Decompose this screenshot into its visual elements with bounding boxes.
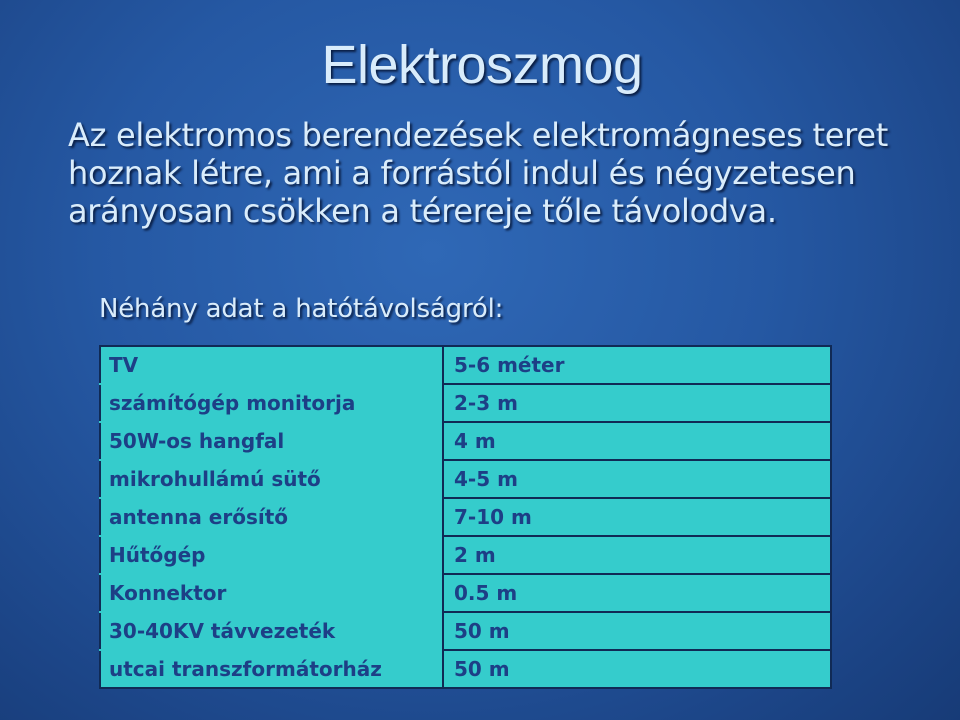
device-cell: számítógép monitorja	[100, 384, 443, 422]
distance-cell: 50 m	[443, 612, 831, 650]
slide-title: Elektroszmog	[321, 35, 643, 95]
device-cell: TV	[100, 346, 443, 384]
device-cell: mikrohullámú sütő	[100, 460, 443, 498]
device-cell: 50W-os hangfal	[100, 422, 443, 460]
distance-cell: 4 m	[443, 422, 831, 460]
device-cell: antenna erősítő	[100, 498, 443, 536]
distance-cell: 7-10 m	[443, 498, 831, 536]
range-table	[99, 345, 832, 689]
distance-cell: 0.5 m	[443, 574, 831, 612]
distance-cell: 2 m	[443, 536, 831, 574]
table-heading: Néhány adat a hatótávolságról:	[99, 294, 504, 324]
table-row	[100, 612, 831, 650]
device-cell: Hűtőgép	[100, 536, 443, 574]
table-row	[100, 498, 831, 536]
distance-cell: 50 m	[443, 650, 831, 688]
intro-text: Az elektromos berendezések elektromágneses teret hoznak létre, ami a forrástól indul és négyzetesen arányosan csökken a térereje tőle távolodva.	[68, 116, 888, 230]
distance-cell: 2-3 m	[443, 384, 831, 422]
table-row	[100, 460, 831, 498]
distance-cell: 5-6 méter	[454, 353, 565, 377]
table-row	[100, 346, 831, 384]
table-row	[100, 384, 831, 422]
distance-cell: 4-5 m	[443, 460, 831, 498]
table-row	[100, 536, 831, 574]
device-cell: utcai transzformátorház	[100, 650, 443, 688]
device-cell: 30-40KV távvezeték	[100, 612, 443, 650]
device-cell: Konnektor	[100, 574, 443, 612]
table-row	[100, 422, 831, 460]
table-row	[100, 574, 831, 612]
table-row	[100, 650, 831, 688]
